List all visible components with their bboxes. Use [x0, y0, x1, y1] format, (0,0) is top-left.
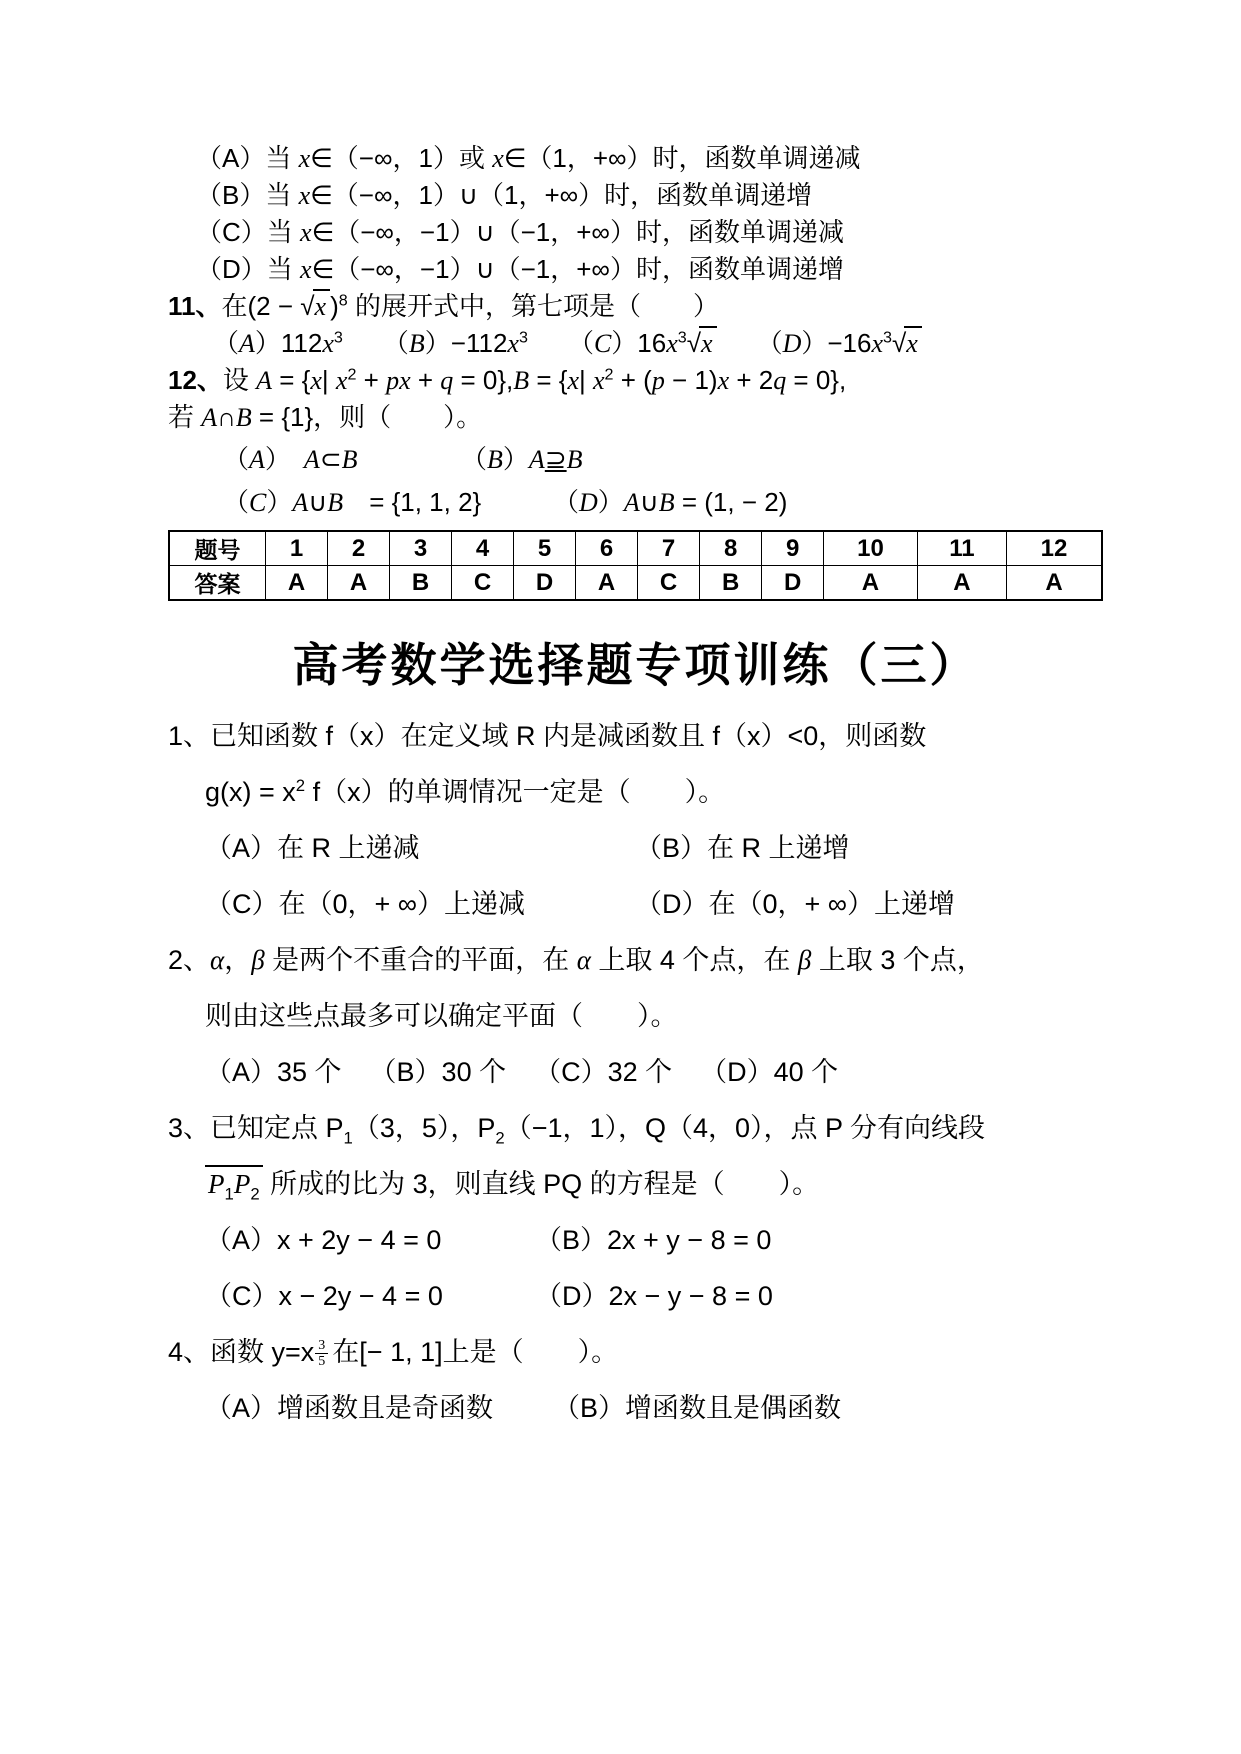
sqrt-radical: √x	[300, 291, 330, 321]
answer-table-cell: A	[576, 566, 638, 601]
q1-stem-line1: 1、已知函数 f（x）在定义域 R 内是减函数且 f（x）<0，则函数	[168, 720, 927, 751]
answer-table-cell: B	[390, 566, 452, 601]
answer-table-cell: A	[266, 566, 328, 601]
q10-option-d: （D）当 x∈（−∞，−1）∪（−1，+∞）时，函数单调递增	[196, 254, 844, 284]
q12-options-row-2	[168, 479, 1103, 522]
answer-table-row-header: 答案	[169, 566, 266, 601]
q2-options-row	[168, 1041, 1103, 1097]
q4-option-b: （B）增函数且是偶函数	[553, 1392, 842, 1423]
sqrt-radical: √x	[892, 328, 922, 358]
q10-option-a: （A）当 x∈（−∞，1）或 x∈（1，+∞）时，函数单调递减	[196, 143, 861, 173]
q11-option-b: $(B)-112x^3$	[382, 328, 528, 358]
q3-stem-line2: $P_1P_2$ 所成的比为 3，则直线 PQ 的方程是（ ）。	[168, 1153, 1103, 1209]
q4-stem: 4、函数 y=x $\frac{3}{5}$ 在[− 1, 1]上是（ ）。	[168, 1336, 619, 1369]
q3-stem-line1: 3、已知定点 $P_1(3$，5），$P_2(-1$，1），Q（4，0），点 P 分有向线段	[168, 1112, 986, 1147]
answer-table-answer-row	[169, 566, 1102, 601]
q3-option-c: （C）x − 2y − 4 = 0	[205, 1280, 443, 1311]
answer-table-cell: 5	[514, 531, 576, 566]
answer-table-number-row	[169, 531, 1102, 566]
answer-table-cell: A	[1006, 566, 1102, 601]
q12-option-a: （A） A⊂B	[223, 444, 358, 474]
answer-table-cell: A	[824, 566, 918, 601]
answer-table-cell: B	[700, 566, 762, 601]
q3-options-row-2	[168, 1265, 1103, 1321]
q1-options-row-1	[168, 817, 1103, 873]
page-title: 高考数学选择题专项训练（三）	[292, 639, 979, 691]
q2-option-d: （D）40 个	[700, 1056, 839, 1087]
answer-table-cell: 9	[762, 531, 824, 566]
q12-stem-line2: 若 A∩B = {1}，则（ ）。	[168, 402, 483, 432]
answer-table-cell: C	[638, 566, 700, 601]
q10-option-b: （B）当 x∈（−∞，1）∪（1，+∞）时，函数单调递增	[196, 180, 813, 210]
q1-option-a: （A）在 R 上递减	[205, 832, 420, 863]
q12-option-b: （B）A⊇B	[461, 444, 583, 474]
q3-option-a: （A）x + 2y − 4 = 0	[205, 1224, 442, 1255]
overline-segment: $P_1P_2$	[205, 1165, 263, 1199]
q3-option-d: （D）2x − y − 8 = 0	[535, 1280, 773, 1311]
q11-options-row	[168, 325, 1103, 362]
q1-stem-line2: $g(x) = x^2$ f（x）的单调情况一定是（ ）。	[205, 775, 726, 807]
q4-option-a: （A）增函数且是奇函数	[205, 1392, 494, 1423]
q12-option-c: （C）A∪B = {1, 1, 2}	[223, 487, 482, 517]
q4-options-row	[168, 1377, 1103, 1433]
answer-table-cell: 6	[576, 531, 638, 566]
q12-stem-line1: 12、设 A = {x| $x^2$ + px + q = 0},B = {x| $x^2 + (p - 1)x + 2q = 0$},	[168, 365, 847, 395]
answer-table-cell: 11	[917, 531, 1006, 566]
q12-options-row-1	[168, 436, 1103, 479]
q12-option-d: （D）A∪B = (1, − 2)	[553, 487, 788, 517]
answer-table	[168, 530, 1103, 601]
q1-option-c: （C）在（0，+ ∞）上递减	[205, 888, 526, 919]
answer-table-cell: 10	[824, 531, 918, 566]
q10-option-c: （C）当 x∈（−∞，−1）∪（−1，+∞）时，函数单调递减	[196, 217, 844, 247]
q2-stem-line2: 则由这些点最多可以确定平面（ ）。	[205, 1000, 678, 1031]
q2-option-a: （A）35 个	[205, 1056, 342, 1087]
answer-table-cell: 8	[700, 531, 762, 566]
q11-option-a: $(A)112x^3$	[213, 328, 343, 358]
answer-table-cell: A	[917, 566, 1006, 601]
q3-option-b: （B）2x + y − 8 = 0	[535, 1224, 772, 1255]
sqrt-radical: √x	[687, 328, 717, 358]
q1-options-row-2	[168, 873, 1103, 929]
q11-stem: 11、在(2 − √x )$^8$ 的展开式中，第七项是（ ）	[168, 291, 719, 321]
answer-table-cell: A	[328, 566, 390, 601]
q11-option-c: $(C)16x^3√x$	[568, 325, 717, 362]
q2-option-b: （B）30 个	[369, 1056, 507, 1087]
fraction-exponent: $\frac{3}{5}$	[315, 1338, 328, 1369]
answer-table-cell: 7	[638, 531, 700, 566]
answer-table-cell: D	[762, 566, 824, 601]
answer-table-cell: D	[514, 566, 576, 601]
q1-option-b: （B）在 R 上递增	[635, 832, 850, 863]
answer-table-cell: 1	[266, 531, 328, 566]
answer-table-cell: C	[452, 566, 514, 601]
answer-table-cell: 3	[390, 531, 452, 566]
answer-table-cell: 4	[452, 531, 514, 566]
answer-table-cell: 2	[328, 531, 390, 566]
q2-option-c: （C）32 个	[534, 1056, 673, 1087]
answer-table-row-header: 题号	[169, 531, 266, 566]
q1-option-d: （D）在（0，+ ∞）上递增	[635, 888, 956, 919]
answer-table-cell: 12	[1006, 531, 1102, 566]
page-content	[168, 140, 1103, 1433]
q2-stem-line1: 2、α，β 是两个不重合的平面，在 α 上取 4 个点，在 β 上取 3 个点，	[168, 944, 984, 975]
q11-option-d: $(D)-16x^3√x$	[757, 325, 922, 362]
q3-options-row-1	[168, 1209, 1103, 1265]
